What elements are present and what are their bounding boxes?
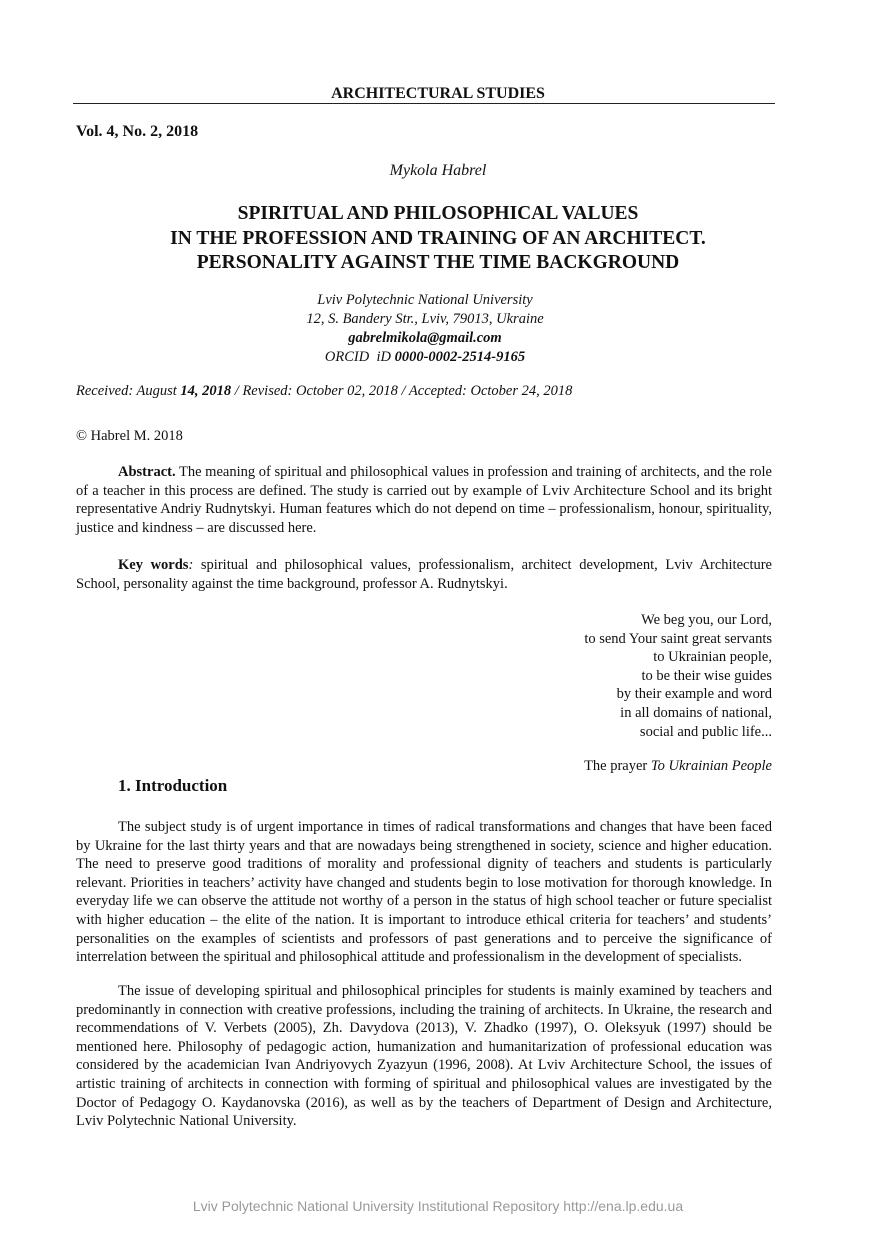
paper-title [0,202,876,276]
source-prefix: The prayer [584,758,651,774]
epigraph-line: to be their wise guides [641,667,772,684]
email-link[interactable]: gabrelmikola@gmail.com [348,330,502,346]
epigraph-line: to Ukrainian people, [653,649,772,666]
volume-info: Vol. 4, No. 2, 2018 [76,123,199,140]
abstract-text: The meaning of spiritual and philosophical values in profession and training of architects, and the role of a teacher in this process are defined. The study is carried out by example of Lviv Architecture School and its bright representative Andriy Rudnytskyi. Human features which do not depend on time – professionalism, honour, spirituality, justice and kindness – are discussed here. [76,464,772,536]
revised-accepted: / Revised: October 02, 2018 / Accepted: October 24, 2018 [231,383,573,399]
epigraph-line: We beg you, our Lord, [641,612,772,628]
keywords-text: spiritual and philosophical values, professionalism, architect development, Lviv Architecture School, personality against the time background, professor A. Rudnytskyi. [76,557,772,592]
institution: Lviv Polytechnic National University [317,292,533,308]
copyright: © Habrel M. 2018 [76,428,183,444]
source-title: To Ukrainian People [650,758,772,774]
keywords [76,556,772,593]
author-name: Mykola Habrel [389,162,487,179]
title-line: PERSONALITY AGAINST THE TIME BACKGROUND [196,252,680,273]
epigraph-source [470,758,772,775]
epigraph-line: in all domains of national, [620,704,772,721]
section-heading: 1. Introduction [118,776,228,795]
affiliation [0,291,850,367]
journal-name: ARCHITECTURAL STUDIES [331,85,545,102]
publication-dates [76,383,572,400]
orcid-id[interactable]: 0000-0002-2514-9165 [394,349,526,365]
abstract-label: Abstract. [118,464,176,480]
paragraph: The issue of developing spiritual and philosophical principles for students is mainly examined by teachers and predominantly in connection with creative professions, including the training of architects. In Ukraine, the research and recommendations of V. Verbets (2005), Zh. Davydova (2013), V. Zhadko (1997), O. Oleksyuk (1997) should be mentioned here. Philosophy of pedagogic action, humanization and humanitarization of professional education was considered by the academician Ivan Andriyovych Zyazyun (1996, 2008). At Lviv Architecture School, the issues of artistic training of architects in connection with forming of spiritual and philosophical values are investigated by the Doctor of Pedagogy O. Kaydanovska (2016), as well as by the teachers of Department of Design and Architecture, Lviv Polytechnic National University. [76,983,772,1130]
epigraph [470,611,772,741]
title-line: IN THE PROFESSION AND TRAINING OF AN ARCHITECT. [170,227,706,249]
epigraph-line: by their example and word [616,686,772,703]
received-label: Received: August [76,383,181,399]
address: 12, S. Bandery Str., Lviv, 79013, Ukraine [306,311,544,327]
paragraph: The subject study is of urgent importance in times of radical transformations and changes that have been faced by Ukraine for the last thirty years and that are nowadays being strengthened in society, science and higher education. The need to preserve good traditions of morality and professional dignity of teachers and students is particularly relevant. Priorities in teachers’ activity have changed and students begin to lose motivation for thorough knowledge. In everyday life we can observe the attitude not worthy of a person in the status of high school teacher or future specialist with higher education – the elite of the nation. It is important to introduce ethical criteria for teachers’ and students’ personalities on the examples of scientists and professors of past generations and to perceive the significance of interrelation between the spiritual and philosophical attitude and professionalism in the development of specialists. [76,819,772,966]
orcid [0,348,850,367]
received-date: 14, 2018 [180,383,232,399]
title-line: SPIRITUAL AND PHILOSOPHICAL VALUES [237,203,639,224]
epigraph-line: social and public life... [639,723,772,740]
repository-footer: Lviv Polytechnic National University Institutional Repository http://ena.lp.edu.ua [192,1198,684,1214]
orcid-label: ORCID iD [324,349,391,365]
abstract [76,463,772,537]
epigraph-line: to send Your saint great servants [584,630,772,647]
keywords-colon: : [188,557,194,573]
keywords-label: Key words [118,557,189,573]
header-rule [73,103,775,104]
